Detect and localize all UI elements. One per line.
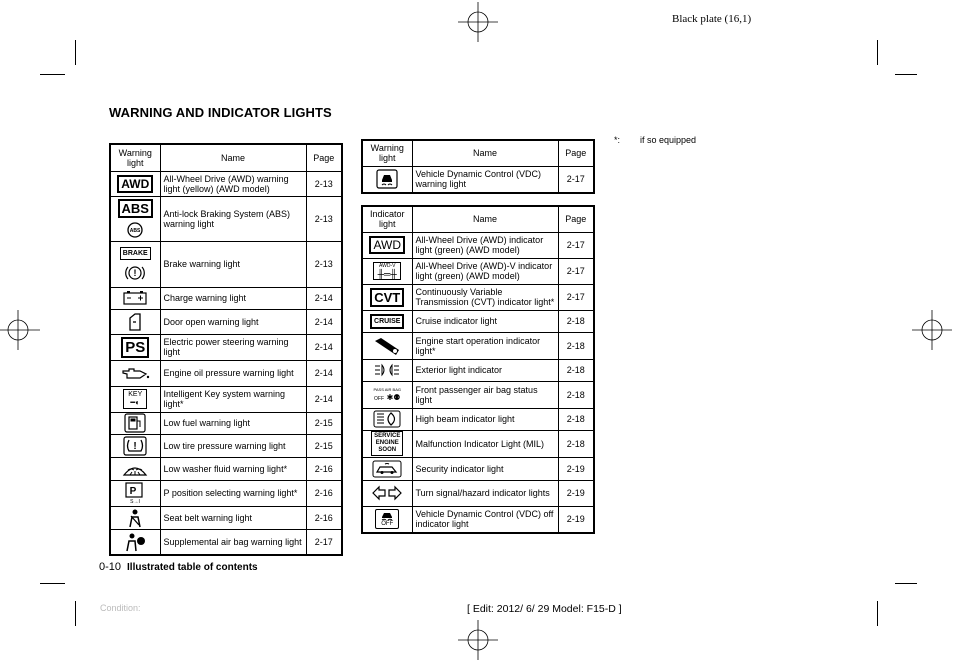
brake-circle-icon bbox=[125, 264, 145, 282]
table-row bbox=[110, 434, 342, 457]
row-page: 2-14 bbox=[306, 334, 342, 360]
table-row bbox=[110, 287, 342, 309]
row-name: Security indicator light bbox=[412, 457, 558, 480]
table-row bbox=[362, 381, 594, 408]
table-row bbox=[110, 412, 342, 434]
row-page: 2-14 bbox=[306, 360, 342, 386]
row-page: 2-16 bbox=[306, 506, 342, 529]
row-name: Charge warning light bbox=[160, 287, 306, 309]
row-name: Cruise indicator light bbox=[412, 310, 558, 332]
service-engine-icon: SERVICE ENGINE SOON bbox=[371, 431, 403, 456]
row-page: 2-18 bbox=[558, 430, 594, 457]
crop-mark bbox=[40, 583, 65, 584]
row-page: 2-18 bbox=[558, 332, 594, 359]
row-name: Engine oil pressure warning light bbox=[160, 360, 306, 386]
table-row bbox=[110, 480, 342, 506]
table-row bbox=[362, 332, 594, 359]
table-row bbox=[110, 360, 342, 386]
crop-mark bbox=[895, 74, 917, 75]
svg-text:S→I: S→I bbox=[130, 499, 141, 504]
seat-belt-icon bbox=[124, 508, 146, 528]
table-row bbox=[362, 232, 594, 258]
row-page: 2-14 bbox=[306, 386, 342, 412]
row-page: 2-13 bbox=[306, 196, 342, 241]
row-name: Exterior light indicator bbox=[412, 359, 558, 381]
footnote-mark: *: bbox=[614, 135, 621, 145]
exterior-light-icon bbox=[373, 363, 401, 377]
row-page: 2-14 bbox=[306, 309, 342, 334]
header-page: Page bbox=[558, 206, 594, 232]
registration-mark-icon bbox=[0, 310, 40, 350]
washer-fluid-icon bbox=[122, 460, 148, 478]
indicator-lights-table bbox=[361, 205, 595, 534]
svg-text:P: P bbox=[129, 486, 137, 497]
row-name: Electric power steering warning light bbox=[160, 334, 306, 360]
page-number: 0-10 bbox=[99, 561, 122, 573]
registration-mark-icon bbox=[912, 310, 952, 350]
table-header-row bbox=[362, 206, 594, 232]
pass-air-bag-icon bbox=[371, 387, 403, 403]
row-name: Anti-lock Braking System (ABS) warning light bbox=[160, 196, 306, 241]
skid-car-icon bbox=[377, 510, 397, 521]
table-row bbox=[362, 408, 594, 430]
row-page: 2-17 bbox=[558, 284, 594, 310]
key-icon bbox=[123, 389, 147, 409]
table-row bbox=[362, 480, 594, 506]
row-name: All-Wheel Drive (AWD)-V indicator light (green) (AWD model) bbox=[412, 258, 558, 284]
awd-indicator-icon: AWD bbox=[369, 236, 405, 254]
vdc-warning-table bbox=[361, 139, 595, 194]
table-row bbox=[110, 457, 342, 480]
row-name: Brake warning light bbox=[160, 241, 306, 287]
row-name: Door open warning light bbox=[160, 309, 306, 334]
pass-air-bag-off-label: OFF bbox=[374, 395, 385, 402]
vdc-icon bbox=[376, 169, 398, 189]
row-page: 2-19 bbox=[558, 457, 594, 480]
row-page: 2-13 bbox=[306, 171, 342, 196]
crop-mark bbox=[75, 601, 76, 626]
header-light: Warning light bbox=[110, 144, 160, 171]
table-row bbox=[110, 309, 342, 334]
security-icon bbox=[372, 460, 402, 478]
header-page: Page bbox=[306, 144, 342, 171]
row-page: 2-19 bbox=[558, 480, 594, 506]
power-steering-icon: PS bbox=[121, 337, 149, 358]
row-page: 2-13 bbox=[306, 241, 342, 287]
row-page: 2-14 bbox=[306, 287, 342, 309]
high-beam-icon bbox=[373, 410, 401, 428]
section-title: WARNING AND INDICATOR LIGHTS bbox=[109, 105, 332, 120]
row-page: 2-17 bbox=[306, 529, 342, 555]
registration-mark-icon bbox=[458, 2, 498, 42]
footer-section: Illustrated table of contents bbox=[127, 562, 258, 573]
crop-mark bbox=[40, 74, 65, 75]
row-name: P position selecting warning light* bbox=[160, 480, 306, 506]
row-name: Low tire pressure warning light bbox=[160, 434, 306, 457]
table-row bbox=[362, 166, 594, 193]
warning-lights-table bbox=[109, 143, 343, 556]
fuel-pump-icon bbox=[124, 413, 146, 433]
row-page: 2-15 bbox=[306, 412, 342, 434]
turn-signal-icon bbox=[371, 484, 403, 502]
table-row bbox=[362, 310, 594, 332]
row-name: Vehicle Dynamic Control (VDC) off indicator light bbox=[412, 506, 558, 533]
tire-pressure-icon bbox=[123, 436, 147, 456]
registration-mark-icon bbox=[458, 620, 498, 660]
row-page: 2-18 bbox=[558, 359, 594, 381]
row-page: 2-18 bbox=[558, 381, 594, 408]
table-row bbox=[110, 334, 342, 360]
row-name: Front passenger air bag status light bbox=[412, 381, 558, 408]
abs-icon: ABS bbox=[118, 199, 153, 218]
crop-mark bbox=[895, 583, 917, 584]
row-name: Malfunction Indicator Light (MIL) bbox=[412, 430, 558, 457]
condition-label: Condition: bbox=[100, 603, 141, 613]
row-page: 2-16 bbox=[306, 457, 342, 480]
door-open-icon bbox=[125, 312, 145, 332]
table-row bbox=[362, 284, 594, 310]
row-name: Intelligent Key system warning light* bbox=[160, 386, 306, 412]
row-name: Supplemental air bag warning light bbox=[160, 529, 306, 555]
table-row bbox=[110, 241, 342, 287]
footnote-text: if so equipped bbox=[640, 135, 697, 145]
table-row bbox=[362, 359, 594, 381]
drivetrain-icon: ╫═╫ bbox=[377, 269, 397, 279]
header-light: Warning light bbox=[362, 140, 412, 166]
table-row bbox=[362, 430, 594, 457]
crop-mark bbox=[877, 40, 878, 65]
passenger-icon: ✱⚉ bbox=[386, 392, 401, 402]
brake-icon: BRAKE bbox=[120, 247, 151, 260]
awd-v-indicator-icon bbox=[373, 262, 401, 280]
edit-info: [ Edit: 2012/ 6/ 29 Model: F15-D ] bbox=[467, 603, 622, 615]
plate-label: Black plate (16,1) bbox=[672, 13, 752, 25]
battery-icon bbox=[122, 290, 148, 306]
row-name: Low washer fluid warning light* bbox=[160, 457, 306, 480]
table-row bbox=[110, 171, 342, 196]
row-page: 2-18 bbox=[558, 310, 594, 332]
crop-mark bbox=[75, 40, 76, 65]
row-name: High beam indicator light bbox=[412, 408, 558, 430]
svg-text:!: ! bbox=[133, 267, 137, 278]
awd-v-label: AWD-V bbox=[379, 263, 396, 269]
header-page: Page bbox=[558, 140, 594, 166]
cruise-icon: CRUISE bbox=[370, 314, 404, 329]
air-bag-icon bbox=[123, 532, 147, 552]
row-page: 2-19 bbox=[558, 506, 594, 533]
pass-air-bag-label: PASS AIR BAG bbox=[373, 386, 401, 392]
table-row bbox=[110, 529, 342, 555]
key-shape-icon: ━◐ bbox=[130, 398, 141, 407]
page-footer bbox=[99, 561, 258, 573]
row-name: Engine start operation indicator light* bbox=[412, 332, 558, 359]
p-position-icon bbox=[123, 482, 147, 504]
table-row bbox=[110, 506, 342, 529]
abs-circle-icon bbox=[126, 221, 144, 239]
oil-can-icon bbox=[120, 365, 150, 381]
row-name: All-Wheel Drive (AWD) warning light (yellow) (AWD model) bbox=[160, 171, 306, 196]
row-name: Continuously Variable Transmission (CVT) indicator light* bbox=[412, 284, 558, 310]
footnote bbox=[614, 135, 696, 145]
row-page: 2-15 bbox=[306, 434, 342, 457]
row-name: Turn signal/hazard indicator lights bbox=[412, 480, 558, 506]
cvt-icon: CVT bbox=[370, 288, 404, 307]
header-name: Name bbox=[412, 140, 558, 166]
svg-text:ABS: ABS bbox=[129, 227, 141, 234]
header-light: Indicator light bbox=[362, 206, 412, 232]
table-row bbox=[110, 386, 342, 412]
table-header-row bbox=[110, 144, 342, 171]
row-name: All-Wheel Drive (AWD) indicator light (green) (AWD model) bbox=[412, 232, 558, 258]
row-name: Low fuel warning light bbox=[160, 412, 306, 434]
table-row bbox=[362, 258, 594, 284]
table-row bbox=[362, 457, 594, 480]
row-page: 2-17 bbox=[558, 166, 594, 193]
key-icon-label: KEY bbox=[128, 391, 143, 398]
svg-text:!: ! bbox=[133, 440, 137, 452]
crop-mark bbox=[877, 601, 878, 626]
vdc-off-icon bbox=[375, 509, 399, 529]
header-name: Name bbox=[160, 144, 306, 171]
row-name: Seat belt warning light bbox=[160, 506, 306, 529]
table-row bbox=[362, 506, 594, 533]
table-row bbox=[110, 196, 342, 241]
row-page: 2-16 bbox=[306, 480, 342, 506]
row-page: 2-18 bbox=[558, 408, 594, 430]
awd-icon: AWD bbox=[117, 175, 153, 193]
row-page: 2-17 bbox=[558, 258, 594, 284]
vdc-off-label: OFF bbox=[381, 521, 394, 528]
engine-start-icon bbox=[372, 336, 402, 356]
row-name: Vehicle Dynamic Control (VDC) warning light bbox=[412, 166, 558, 193]
header-name: Name bbox=[412, 206, 558, 232]
row-page: 2-17 bbox=[558, 232, 594, 258]
table-header-row bbox=[362, 140, 594, 166]
